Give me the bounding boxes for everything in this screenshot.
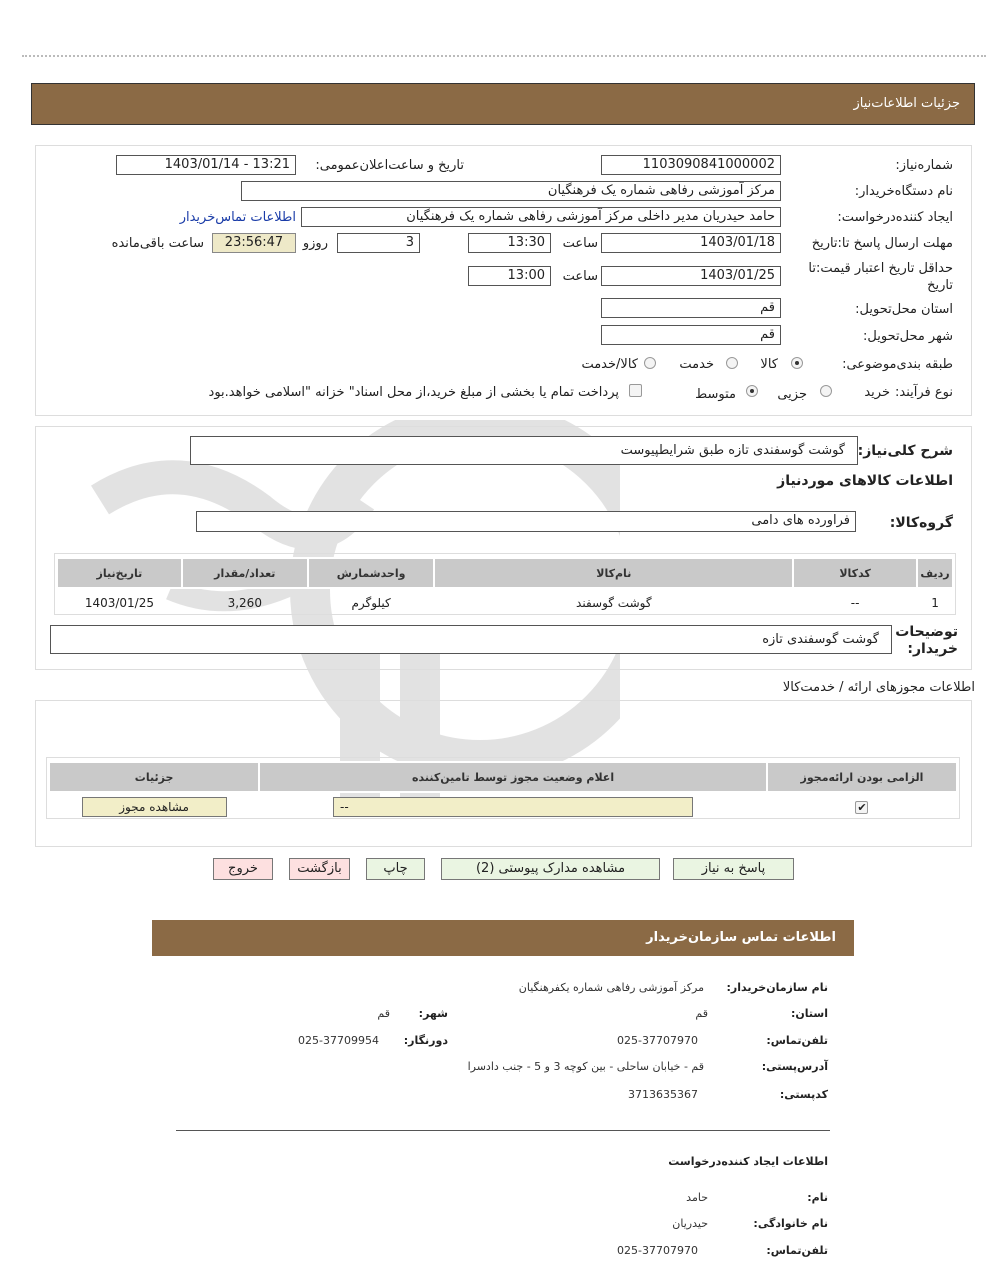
city-label: شهر محل‌تحویل: [863,329,953,344]
reply-button[interactable]: پاسخ به نیاز [673,858,794,880]
buyer-org-field: مرکز آموزشی رفاهی شماره یک فرهنگیان [241,181,781,201]
cell-unit: کیلوگرم [351,596,391,610]
send-deadline-date: 1403/01/18 [601,233,781,253]
category-service-label: خدمت [679,357,714,372]
col-status: اعلام وضعیت مجوز توسط تامین‌کننده [259,762,767,792]
phone-label: تلفن‌تماس: [766,1034,828,1047]
category-goods-label: کالا [760,357,778,372]
goods-group-label: گروه‌کالا: [889,515,953,531]
phone-value: 025-37707970 [617,1034,698,1047]
cell-date: 1403/01/25 [84,596,154,610]
postal-label: کد‌پستی: [779,1088,828,1101]
cell-name: گوشت گوسفند [576,596,652,610]
col-code: کدکالا [793,558,917,588]
top-divider [22,55,986,57]
price-validity-date: 1403/01/25 [601,266,781,286]
city-field: قم [601,325,781,345]
cell-row: 1 [931,596,939,610]
back-button[interactable]: بازگشت [289,858,350,880]
name-value: حامد [686,1191,708,1204]
buyer-notes-label: توضیحات خریدار: [895,624,958,657]
price-validity-label: حداقل تاریخ اعتبار قیمت:تا تاریخ [808,261,953,293]
category-goods-radio[interactable] [791,357,803,369]
days-label: روزو [302,236,328,251]
org-value: مرکز آموزشی رفاهی شماره یکفرهنگیان [518,981,704,994]
category-both-radio[interactable] [644,357,656,369]
creator-phone-value: 025-37707970 [617,1244,698,1257]
name-label: نام: [807,1191,828,1204]
validity-time-label: ساعت [562,269,598,284]
category-label: طبقه بندی‌موضوعی: [842,357,953,372]
summary-field: گوشت گوسفندی تازه طبق شرایطپیوست [190,436,858,465]
table-row [57,588,953,617]
family-value: حیدریان [672,1217,708,1230]
col-name: نام‌کالا [434,558,793,588]
province-label-contact: استان: [791,1007,828,1020]
creator-field: حامد حیدریان مدیر داخلی مرکز آموزشی رفاهی شماره یک فرهنگیان [301,207,781,227]
permits-table [48,761,958,821]
contact-header [152,920,854,956]
need-number-field: 1103090841000002 [601,155,781,175]
fax-value: 025-37709954 [298,1034,379,1047]
process-prefix: خرید [864,385,890,400]
col-details: جزئیات [49,762,259,792]
send-deadline-label: مهلت ارسال پاسخ تا:تاریخ [811,236,953,251]
send-deadline-time: 13:30 [468,233,551,253]
print-button[interactable]: چاپ [366,858,425,880]
col-qty: تعداد/مقدار [182,558,308,588]
province-label: استان محل‌تحویل: [855,302,953,317]
required-checkbox[interactable]: ✔ [857,801,867,814]
buyer-org-label: نام دستگاه‌خریدار: [854,184,953,199]
table-row [49,792,957,821]
address-value: قم - خیابان ساحلی - بین کوچه 3 و 5 - جنب دادسرا [467,1060,704,1073]
buyer-notes-field: گوشت گوسفندی تازه [50,625,892,654]
cell-code: -- [850,596,860,610]
treasury-checkbox[interactable] [629,384,642,397]
treasury-note: پرداخت تمام یا بخشی از مبلغ خرید،از محل اسناد" خزانه "اسلامی خواهد.بود [208,385,619,400]
process-minor-radio[interactable] [820,385,832,397]
need-number-label: شماره‌نیاز: [895,158,953,173]
permit-status-field[interactable]: -- [333,797,693,817]
goods-group-field: فراورده های دامی [196,511,856,532]
category-both-label: کالا/خدمت [581,357,638,372]
creator-label: ایجاد کننده‌درخواست: [837,210,953,225]
remaining-timer: 23:56:47 [212,233,296,253]
province-field: قم [601,298,781,318]
contact-title: اطلاعات تماس سازمان‌خریدار [646,930,836,945]
goods-info-title: اطلاعات کالاهای موردنیاز [777,473,953,489]
send-time-label: ساعت [562,236,598,251]
price-validity-time: 13:00 [468,266,551,286]
col-unit: واحدشمارش [308,558,435,588]
process-medium-radio[interactable] [746,385,758,397]
attachments-button[interactable]: مشاهده مدارک پیوستی (2) [441,858,660,880]
goods-table [56,557,954,617]
province-value-contact: قم [695,1007,708,1020]
address-label: آدرس‌پستی: [761,1060,828,1073]
remaining-label: ساعت باقی‌مانده [111,236,204,251]
family-label: نام خانوادگی: [753,1217,828,1230]
col-required: الزامی بودن ارائه‌مجوز [767,762,957,792]
exit-button[interactable]: خروج [213,858,273,880]
creator-phone-label: تلفن‌تماس: [766,1244,828,1257]
page-header-title: جزئیات اطلاعات‌نیاز [853,96,960,111]
org-label: نام سازمان‌خریدار: [726,981,828,994]
col-date: تاریخ‌نیاز [57,558,182,588]
process-medium-label: متوسط [695,387,736,402]
fax-label: دورنگار: [403,1034,448,1047]
summary-label: شرح کلی‌نیاز: [857,443,953,459]
announce-label: تاریخ و ساعت‌اعلان‌عمومی: [315,158,464,173]
process-minor-label: جزیی [777,387,807,402]
contact-divider [176,1130,830,1131]
permits-title: اطلاعات مجوزهای ارائه / خدمت‌کالا [782,680,975,695]
category-service-radio[interactable] [726,357,738,369]
days-field: 3 [337,233,420,253]
view-permit-button[interactable]: مشاهده مجوز [82,797,227,817]
buyer-contact-link[interactable]: اطلاعات تماس‌خریدار [179,210,296,225]
page-header [31,83,975,125]
creator-info-title: اطلاعات ایجاد کننده‌درخواست [668,1155,828,1168]
city-label-contact: شهر: [418,1007,448,1020]
postal-value: 3713635367 [628,1088,698,1101]
col-row: ردیف [917,558,953,588]
announce-field: 1403/01/14 - 13:21 [116,155,296,175]
city-value-contact: قم [377,1007,390,1020]
cell-qty: 3,260 [227,596,262,610]
process-label: نوع فرآیند: [895,385,953,400]
